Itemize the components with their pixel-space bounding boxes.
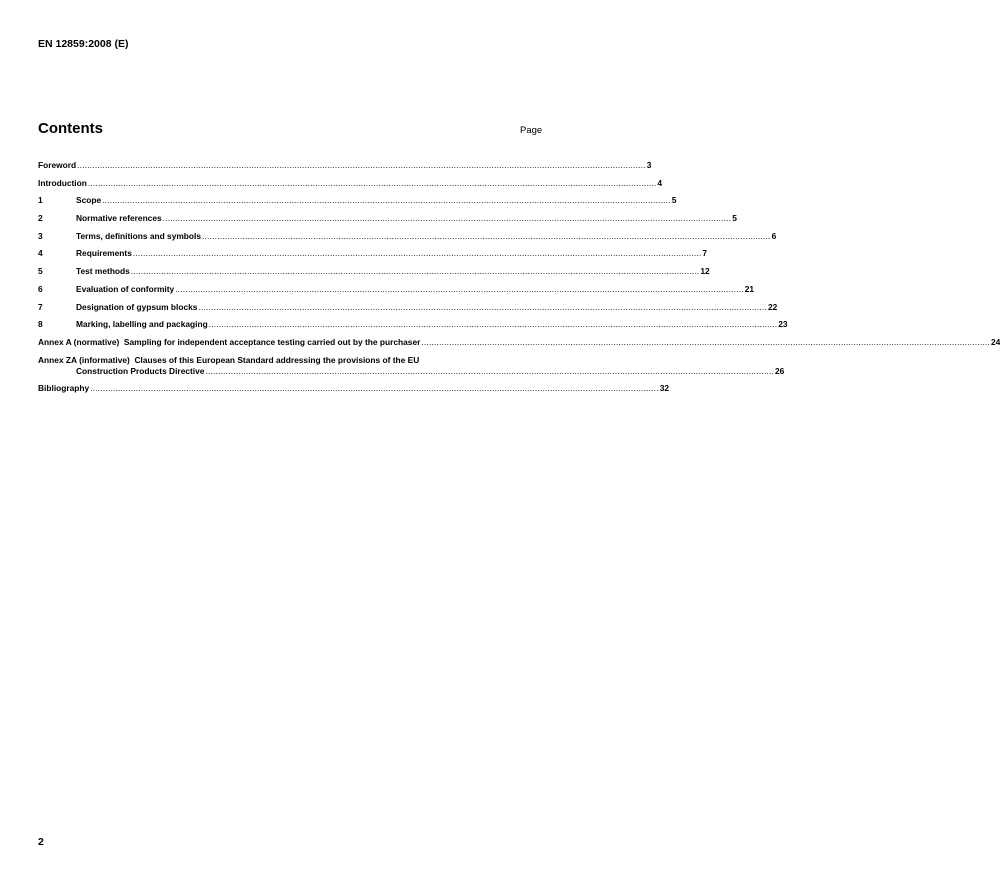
toc-leader-dots: ................................................................................................................................................................................................................................. (90, 383, 659, 394)
table-of-contents (38, 160, 1000, 401)
toc-entry-title: Scope (76, 195, 102, 206)
toc-entry-page: 22 (768, 301, 778, 312)
toc-entry-page: 21 (744, 283, 755, 294)
toc-entry-title: Annex A (normative) Sampling for independent acceptance testing carried out by the purchaser (38, 336, 421, 347)
toc-leader-dots: ................................................................................................................................................................................................................................. (198, 301, 768, 312)
toc-entry-title: Normative references (76, 213, 162, 224)
toc-leader-dots: ................................................................................................................................................................................................................................. (102, 195, 671, 206)
toc-leader-dots: ................................................................................................................................................................................................................................. (205, 365, 774, 376)
toc-entry-title: Introduction (38, 177, 87, 188)
toc-entry-annex-za[interactable] (38, 354, 785, 377)
toc-entry-page: 32 (659, 383, 670, 394)
document-id: EN 12859:2008 (E) (38, 38, 129, 50)
page-number: 2 (38, 836, 44, 848)
toc-entry-number: 4 (38, 248, 43, 259)
toc-entry-number: 1 (38, 195, 43, 206)
toc-leader-dots: ................................................................................................................................................................................................................................. (87, 177, 657, 188)
toc-entry-title-line2: Construction Products Directive (76, 365, 205, 376)
toc-leader-dots: ................................................................................................................................................................................................................................. (421, 336, 990, 347)
toc-leader-dots: ................................................................................................................................................................................................................................. (130, 266, 700, 277)
toc-entry-title: Test methods (76, 266, 130, 277)
toc-entry-page: 3 (646, 160, 652, 170)
toc-entry-number: 6 (38, 283, 43, 294)
toc-leader-dots: ................................................................................................................................................................................................................................. (175, 283, 744, 294)
toc-entry-title-line1: Annex ZA (informative) Clauses of this European Standard addressing the provisions of the EU (38, 354, 420, 365)
toc-entry-scope[interactable] (38, 195, 677, 206)
toc-entry-page: 12 (700, 266, 710, 277)
toc-entry-line2 (38, 365, 785, 377)
toc-entry-title: Marking, labelling and packaging (76, 319, 208, 330)
toc-entry-title: Designation of gypsum blocks (76, 301, 198, 312)
toc-entry-terms-definitions[interactable] (38, 230, 777, 242)
toc-entry-page: 6 (771, 230, 777, 241)
toc-entry-page: 5 (671, 195, 677, 206)
toc-entry-bibliography[interactable] (38, 383, 670, 394)
toc-entry-normative-references[interactable] (38, 213, 737, 224)
toc-leader-dots: ................................................................................................................................................................................................................................. (202, 230, 771, 241)
toc-entry-title: Foreword (38, 160, 77, 170)
toc-entry-title: Requirements (76, 248, 132, 259)
toc-entry-designation[interactable] (38, 301, 778, 313)
toc-entry-page: 4 (657, 177, 663, 188)
toc-entry-introduction[interactable] (38, 177, 663, 189)
toc-entry-number: 8 (38, 319, 43, 330)
toc-leader-dots: ................................................................................................................................................................................................................................. (162, 213, 732, 224)
toc-entry-page: 23 (778, 319, 788, 330)
toc-entry-number: 5 (38, 266, 43, 277)
toc-entry-requirements[interactable] (38, 248, 708, 259)
toc-entry-title: Evaluation of conformity (76, 283, 175, 294)
toc-entry-marking-labelling[interactable] (38, 319, 788, 330)
toc-entry-foreword[interactable] (38, 160, 652, 171)
toc-entry-number: 3 (38, 230, 43, 241)
toc-entry-page: 26 (775, 365, 785, 376)
toc-entry-number: 7 (38, 301, 43, 312)
toc-entry-evaluation-of-conformity[interactable] (38, 283, 755, 295)
toc-entry-annex-a[interactable] (38, 336, 1000, 348)
toc-leader-dots: ................................................................................................................................................................................................................................. (132, 248, 702, 259)
toc-entry-page: 24 (990, 336, 1000, 347)
page-column-label: Page (520, 125, 543, 136)
toc-leader-dots: ................................................................................................................................................................................................................................. (208, 319, 778, 330)
toc-entry-page: 5 (732, 213, 737, 224)
toc-entry-number: 2 (38, 213, 43, 224)
toc-leader-dots: ................................................................................................................................................................................................................................. (77, 160, 646, 170)
contents-heading: Contents (38, 120, 103, 137)
toc-entry-test-methods[interactable] (38, 266, 710, 277)
toc-entry-title: Bibliography (38, 383, 90, 394)
toc-entry-page: 7 (702, 248, 708, 259)
toc-entry-title: Terms, definitions and symbols (76, 230, 202, 241)
